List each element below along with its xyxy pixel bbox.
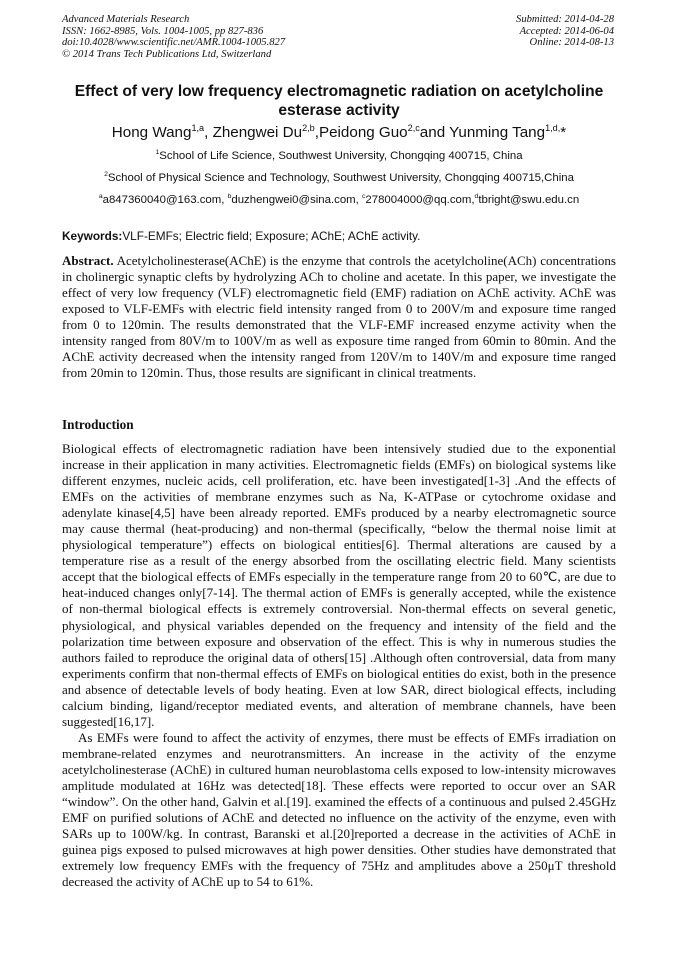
affil-text: School of Physical Science and Technology, Southwest University, Chongqing 400715,China [107, 172, 574, 184]
affiliation-1 [62, 150, 616, 162]
paper-title: Effect of very low frequency electromagnetic radiation on acetylcholine esterase activity [74, 83, 604, 119]
author-conjunction: and [419, 124, 450, 141]
doi-line: doi:10.4028/www.scientific.net/AMR.1004-1005.827 [62, 37, 286, 49]
author-name: Zhengwei Du [212, 124, 303, 141]
keywords-text: VLF-EMFs; Electric field; Exposure; AChE; AChE activity. [122, 229, 421, 243]
keywords [62, 229, 616, 243]
author-name: Yunming Tang [449, 124, 546, 141]
affil-marker: 1 [155, 149, 160, 157]
affiliation-2 [62, 172, 616, 184]
submitted-date: Submitted: 2014-04-28 [516, 14, 614, 25]
author-name: Peidong Guo [318, 124, 408, 141]
author-affil-marker: 2,c [407, 122, 420, 133]
affil-marker: 2 [104, 171, 108, 179]
author-affil-marker: 2,b [302, 122, 315, 133]
email-d[interactable]: tbright@swu.edu.cn [478, 194, 580, 206]
introduction-body [62, 441, 616, 890]
journal-name: Advanced Materials Research [62, 14, 190, 25]
submission-dates [516, 14, 614, 49]
author-list: Hong Wang$^{1,a}$, Zhengwei Du$^{2,b}$,Peidong Guo$^{2,c}$and Yunming Tang$^{1,d,}$* [111, 122, 567, 141]
affil-text: School of Life Science, Southwest University, Chongqing 400715, China [159, 150, 523, 162]
author-emails [62, 194, 616, 206]
intro-paragraph-1: Biological effects of electromagnetic radiation have been intensively studied due to the exponential increase in their application in many activities. Electromagnetic fields (EMFs) on biological systems like different enzymes, nucleic acids, cell proliferation, etc. have been investigated[1-3] .And the effects of EMFs on the activities of membrane enzymes such as Na, K-ATPase or cytochrome oxidase and adenylate kinase[4,5] have been already reported. EMFs produced by a nearby electromagnetic source may cause thermal (heat-producing) and non-thermal (specifically, “below the thermal noise limit at physiological temperature”) effects on biological entities[6]. Thermal alterations are caused by a temperature rise as a result of the energy absorbed from the oscillating electric field. Many scientists accept that the biological effects of EMFs especially in the temperature range from 20 to 60℃, are due to heat-induced changes only[7-14]. The thermal action of EMFs is generally accepted, while the existence of non-thermal biological effects is extremely controversial. Non-thermal effects on several genetic, physiological, and physical variables depended on the frequency and intensity of the field and the polarization time between exposure and observation of the effect. This is why in numerous studies the authors failed to reproduce the original data of others[15] .Although often controversial, data from many experiments confirm that non-thermal effects of EMFs on biological entities do exist, both in the presence and absence of detectable levels of body heating. Even at low SAR, direct biological effects, including calcium binding, ligand/receptor mediated events, and alteration of membrane channels, have been suggested[16,17]. [62, 441, 616, 729]
introduction-heading: Introduction [62, 417, 134, 432]
author-affil-marker: 1,d, [545, 122, 561, 133]
email-marker: a [98, 193, 103, 201]
intro-paragraph-2: As EMFs were found to affect the activity of enzymes, there must be effects of EMFs irradiation on membrane-related enzymes and neurotransmitters. An increase in the activity of the enzyme acetylcholinesterase (AChE) in cultured human neuroblastoma cells exposed to low-intensity microwaves amplitude modulated at 16Hz was detected[18]. These effects were reported to occur over an SAR “window”. On the other hand, Galvin et al.[19]. examined the effects of a continuous and pulsed 2.45GHz EMF on purified solutions of AChE and detected no influence on the activity of the enzyme, even with SARs up to 100W/kg. In contrast, Baranski et al.[20]reported a decrease in the activities of AChE in guinea pigs exposed to pulsed microwaves at high power densities. Other studies have demonstrated that extremely low frequency EMFs with the frequency of 75Hz and amplitudes above a 250μT threshold decreased the activity of AChE up to 54 to 61%. [62, 729, 616, 890]
email-c[interactable]: 278004000@qq.com, [365, 194, 475, 206]
email-marker: d [474, 193, 479, 201]
keywords-label: Keywords: [62, 229, 123, 243]
email-marker: b [227, 193, 232, 201]
abstract-label: Abstract. [62, 253, 114, 268]
online-date: Online: 2014-08-13 [529, 37, 614, 49]
corresponding-star: * [560, 124, 567, 141]
email-b[interactable]: duzhengwei0@sina.com, [231, 194, 362, 206]
abstract [62, 253, 616, 381]
accepted-date: Accepted: 2014-06-04 [519, 25, 614, 37]
email-a[interactable]: a847360040@163.com, [102, 194, 228, 206]
abstract-text: Acetylcholinesterase(AChE) is the enzyme that controls the acetylcholine(ACh) concentrations in cholinergic synaptic clefts by hydrolyzing ACh to choline and acetate. In this paper, we investigate the effect of very low frequency (VLF) electromagnetic field (EMF) radiation on AChE activity. AChE was exposed to VLF-EMFs with electric field intensity ranged from 0 to 200V/m and exposure time ranged from 0 to 120min. The results demonstrated that the VLF-EMF increased enzyme activity when the intensity ranged from 80V/m to 100V/m as well as exposure time ranged from 60min to 80min. And the AChE activity decreased when the intensity ranged from 120V/m to 140V/m and exposure time ranged from 20min to 120min. Thus, those results are significant in clinical treatments. [62, 253, 616, 381]
issn-line: ISSN: 1662-8985, Vols. 1004-1005, pp 827-836 [62, 25, 264, 37]
author-affil-marker: 1,a [191, 122, 205, 133]
journal-info [62, 14, 285, 60]
email-marker: c [361, 193, 366, 201]
copyright-line: © 2014 Trans Tech Publications Ltd, Switzerland [62, 48, 272, 60]
author-name: Hong Wang [111, 124, 192, 141]
